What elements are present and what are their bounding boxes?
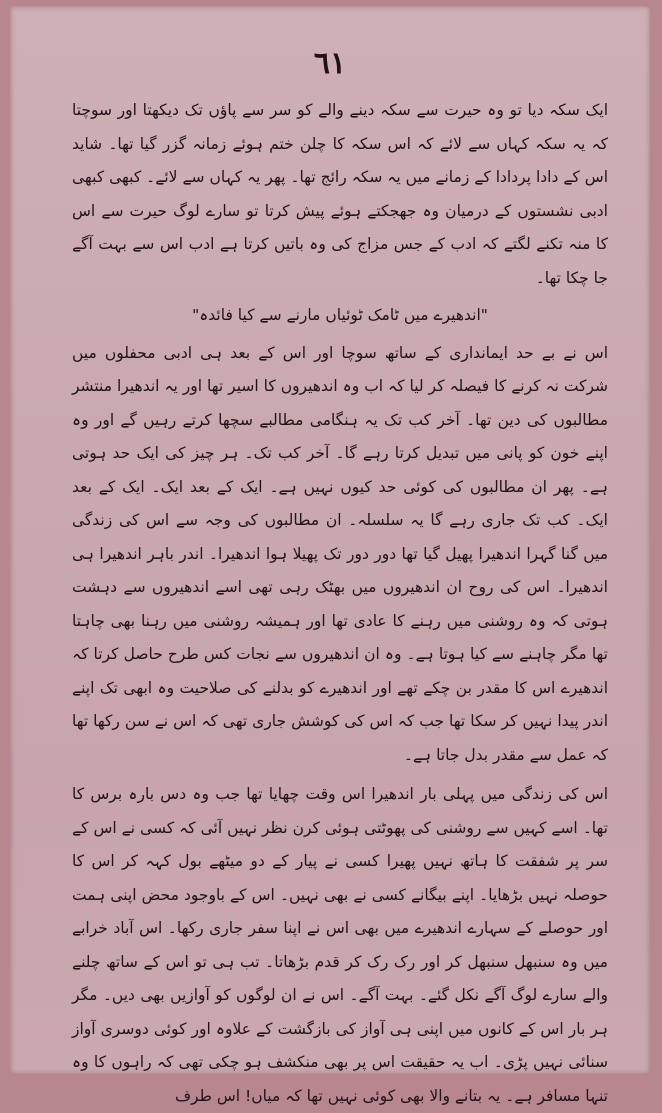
quoted-line: "اندھیرے میں ٹامک ٹوئیاں مارنے سے کیا فائدہ" bbox=[192, 306, 488, 324]
paragraph: اس نے بے حد ایمانداری کے ساتھ سوچا اور اس کے بعد ہی ادبی محفلوں میں شرکت نہ کرنے کا فیصلہ کر لیا کہ اب وہ اندھیروں کا اسیر تھا اور یہ اندھیرا منتشر مطالبوں کی دین تھا۔ آخر کب تک یہ ہنگامی مطالبے سچھا کرتے رہیں گے اور وہ اپنے خون کو پانی میں تبدیل کرتا رہے گا۔ آخر کب تک۔ ہر چیز کی ایک حد ہوتی ہے۔ پھر ان مطالبوں کی کوئی حد کیوں نہیں ہے۔ ایک کے بعد ایک۔ ایک کے بعد ایک۔ کب تک جاری رہے گا یہ سلسلہ۔ ان مطالبوں کی وجہ سے اس کی زندگی میں گنا گہرا اندھیرا پھیل گیا تھا دور دور تک پھیلا ہوا اندھیرا۔ اندر باہر اندھیرا ہی اندھیرا۔ اس کی روح ان اندھیروں میں بھٹک رہی تھی اسے اندھیروں سے دہشت ہوتی کہ وہ روشنی میں رہنے کا عادی تھا اور ہمیشہ روشنی میں رہنا بھی چاہتا تھا مگر چاہنے سے کیا ہوتا ہے۔ وہ ان اندھیروں سے نجات کس طرح حاصل کرتا کہ اندھیرے اس کا مقدر بن چکے تھے اور اندھیرے کو بدلنے کی صلاحیت وہ ابھی تک اپنے اندر پیدا نہیں کر سکا تھا جب کہ اس کی کوشش جاری تھی کہ اس نے سن رکھا تھا کہ عمل سے مقدر بدل جاتا ہے۔ bbox=[72, 343, 608, 764]
page-number: ٦١ bbox=[313, 46, 347, 81]
paragraph: ایک سکہ دیا تو وہ حیرت سے سکہ دینے والے کو سر سے پاؤں تک دیکھتا اور سوچتا کہ یہ سکہ کہاں سے لائے کہ اس سکہ کا چلن ختم ہوئے زمانہ گزر گیا تھا۔ شاید اس کے دادا پردادا کے زمانے میں یہ سکہ رائج تھا۔ پھر یہ کہاں سے لائے۔ کبھی کبھی ادبی نشستوں کے درمیان وہ جھجکتے ہوئے پیش کرتا تو سارے لوگ حیرت سے اس کا منہ تکنے لگتے کہ ادب کے جس مزاج کی وہ باتیں کرتا ہے ادب اس سے بہت آگے جا چکا تھا۔ bbox=[72, 101, 608, 287]
page-body-text bbox=[72, 94, 608, 1113]
paragraph: اس کی زندگی میں پہلی بار اندھیرا اس وقت چھایا تھا جب وہ دس بارہ برس کا تھا۔ اسے کہیں سے روشنی کی پھوٹتی ہوئی کرن نظر نہیں آئی کہ کسی نے اس کے سر پر شفقت کا ہاتھ نہیں پھیرا کسی نے پیار کے دو میٹھے بول کہہ کر اس کا حوصلہ نہیں بڑھایا۔ اپنے بیگانے کسی نے بھی نہیں۔ اس کے باوجود محض اپنی ہمت اور حوصلے کے سہارے اندھیرے میں بھی اس نے اپنا سفر جاری رکھا۔ اس آباد خرابے میں وہ سنبھل سنبھل کر اور رک رک کر قدم بڑھاتا۔ تب ہی تو اس کے ساتھ چلنے والے سارے لوگ آگے نکل گئے۔ بہت آگے۔ اس نے ان لوگوں کو آوازیں بھی دیں۔ مگر ہر بار اس کے کانوں میں اپنی ہی آواز کی بازگشت کے علاوہ اور کوئی دوسری آواز سنائی نہیں پڑی۔ اب یہ حقیقت اس پر بھی منکشف ہو چکی تھی کہ راہوں کا وہ تنہا مسافر ہے۔ یہ بتانے والا بھی کوئی نہیں تھا کہ میاں! اس طرف bbox=[72, 785, 608, 1105]
book-page bbox=[10, 6, 650, 1105]
